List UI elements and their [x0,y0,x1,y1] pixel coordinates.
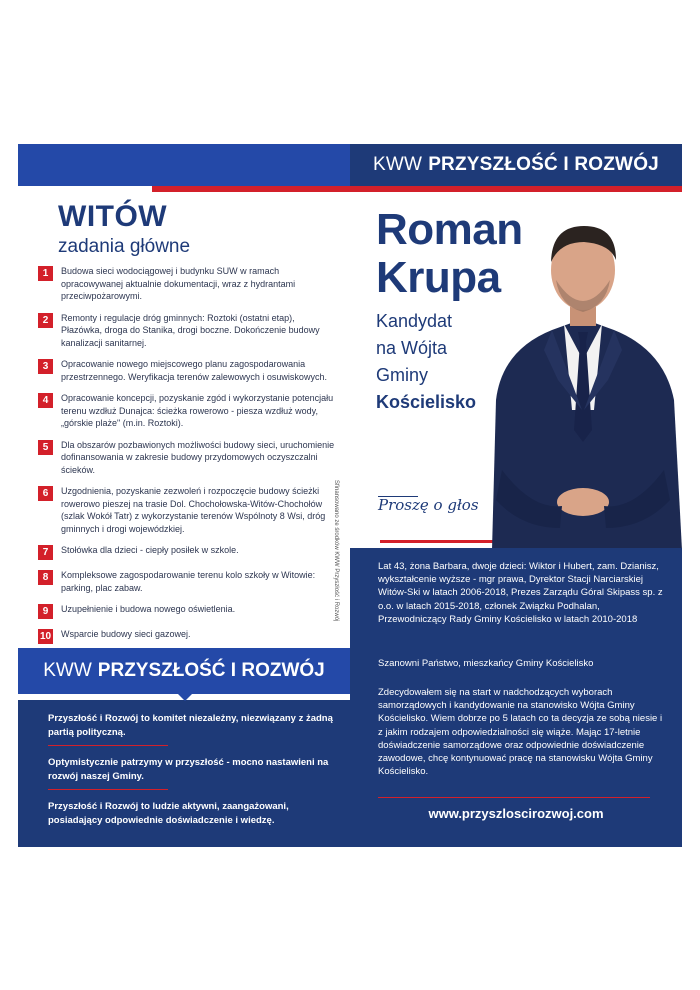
task-text: Stołówka dla dzieci - ciepły posiłek w szkole. [61,545,239,555]
candidate-statement: Zdecydowałem się na start w nadchodzących wyborach samorządowych i kandydowanie na stanowisko Wójta Gminy Kościelisko. Wiem dobrze po 5 latach co ta decyzja ze sobą niesie i z jakim rodzajem odpowiedzialności się wiąże. Mając 17-letnie doświadczenie samorządowe oraz odpowiednie doświadczenie zawodowe, chcę kontynuować pracę na stanowisku Wójta Gminy Kościelisko. [378,687,663,778]
website-link[interactable]: www.przyszloscirozwoj.com [428,806,604,821]
brand-bold: PRZYSZŁOŚĆ I ROZWÓJ [97,660,325,681]
candidate-last-name: Krupa [376,253,501,302]
task-text: Wsparcie budowy sieci gazowej. [61,629,191,639]
task-text: Uzgodnienia, pozyskanie zezwoleń i rozpoczęcie budowy ścieżki rowerowo pieszej na trasie Dol. Chochołowska-Witów-Chochołów (szlak Wokół Tatr) z wykorzystanie terenów Wspólnoty 8 Wsi, dróg gminnych i drogi wojewódzkiej. [61,486,326,534]
task-number: 9 [38,604,53,619]
task-text: Opracowanie koncepcji, pozyskanie zgód i wykorzystanie potencjału terenu wzdłuż Dunajca: ścieżka rowerowo - piesza wzdłuż wody, „górskie plaże" (m.in. Roztoki). [61,393,334,428]
task-number: 6 [38,486,53,501]
task-number: 1 [38,266,53,281]
red-stripe-top [152,186,682,192]
task-number: 5 [38,440,53,455]
list-item [38,265,338,303]
list-item [38,392,338,430]
brand-bold: PRZYSZŁOŚĆ I ROZWÓJ [428,154,659,175]
statement-list [48,712,338,827]
signature: Proszę o głos [378,496,479,514]
list-item [38,439,338,477]
top-bar-left [18,144,350,186]
list-item [38,485,338,535]
task-number: 8 [38,570,53,585]
funding-note: Sfinansowano ze środków KWW Przyszłość i Rozwój [333,480,339,622]
candidate-bio: Lat 43, żona Barbara, dwoje dzieci: Wiktor i Hubert, zam. Dzianisz, wykształcenie wyższe - mgr prawa, Dyrektor Stacji Narciarskiej Witów-Ski w latach 2006-2018, Prezes Zarządu Góral Skipass sp. z o.o. w latach 2015-2018, członek Związku Podhalan, Przewodniczący Rady Gminy Kościelisko w latach 2010-2018 [378,561,663,625]
list-item [38,544,338,560]
role-line: na Wójta [376,338,448,358]
divider [378,797,650,798]
list-item [38,312,338,350]
list-item [38,358,338,383]
task-text: Budowa sieci wodociągowej i budynku SUW w ramach opracowywanej aktualnie dokumentacji, wraz z hydrantami przeciwpożarowymi. [61,266,296,301]
banner-caret [176,692,194,701]
task-text: Dla obszarów pozbawionych możliwości budowy sieci, uruchomienie dofinansowania w zakresie budowy przydomowych oczyszczalni ścieków. [61,439,335,475]
task-text: Kompleksowe zagospodarowanie terenu kolo szkoły w Witowie: parking, plac zabaw. [61,570,316,593]
task-list [38,265,338,653]
divider [48,789,168,790]
task-number: 4 [38,393,53,408]
task-number: 2 [38,313,53,328]
list-item [38,628,338,644]
candidate-portrait [482,210,682,550]
task-text: Remonty i regulacje dróg gminnych: Roztoki (ostatni etap), Płazówka, droga do Stanika, drogi boczne. Dokończenie budowy kanalizacji sanitarnej. [61,312,320,348]
role-line: Kandydat [376,311,453,331]
brand-banner [18,648,350,694]
statement: Przyszłość i Rozwój to ludzie aktywni, zaangażowani, posiadający odpowiednie doświadczenie i wiedzę. [48,801,289,826]
role-line: Gminy [376,365,429,385]
task-number: 10 [39,631,52,642]
brand-light: KWW [373,154,423,175]
page-title: WITÓW [58,200,168,233]
page-subtitle: zadania główne [58,236,191,257]
task-number: 3 [38,359,53,374]
list-item [38,569,338,594]
statement: Przyszłość i Rozwój to komitet niezależny, niezwiązany z żadną partią polityczną. [48,713,333,738]
greeting: Szanowni Państwo, mieszkańcy Gminy Kościelisko [378,658,594,669]
task-text: Uzupełnienie i budowa nowego oświetlenia. [61,604,236,614]
list-item [38,603,338,619]
task-number: 7 [38,545,53,560]
brand-light: KWW [43,660,92,681]
statement: Optymistycznie patrzymy w przyszłość - mocno nastawieni na rozwój naszej Gminy. [48,757,329,782]
task-text: Opracowanie nowego miejscowego planu zagospodarowania przestrzennego. Weryfikacja terenów zalewowych i osuwiskowych. [61,359,327,382]
role-line-strong: Kościelisko [376,392,477,412]
candidate-first-name: Roman [376,205,523,254]
candidate-role [376,308,476,416]
header-brand [350,144,682,186]
divider [48,745,168,746]
